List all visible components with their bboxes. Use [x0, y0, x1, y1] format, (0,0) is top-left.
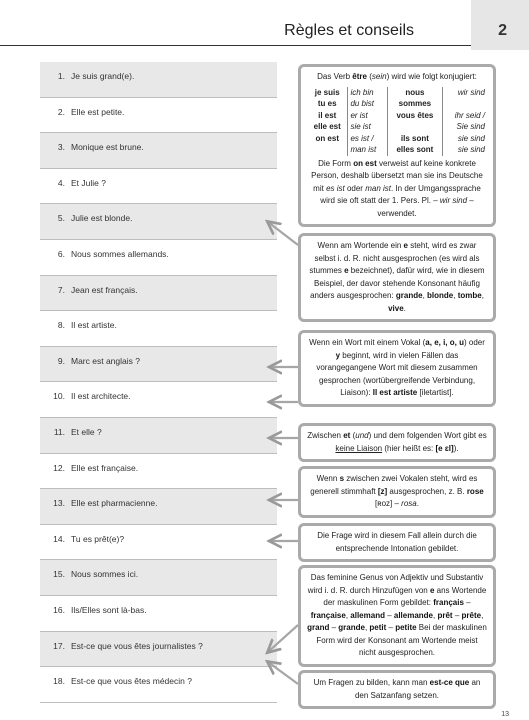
- sentence-number: 16.: [53, 604, 65, 615]
- conjugation-cell: vous êtes: [388, 110, 442, 122]
- sentence-text: Est-ce que vous êtes médecin ?: [71, 676, 192, 687]
- conjugation-cell: sommes: [388, 98, 442, 110]
- conjugation-cell: il est: [307, 110, 348, 122]
- sentence-number: 9.: [57, 355, 65, 366]
- rule-box-silent-e: Wenn am Wortende ein e steht, wird es zwar selbst i. d. R. nicht ausgesprochen (es wird als stummes e bezeichnet), dafür wird, wie in diesem Beispiel, der davor stehende Konsonant häufig anders ausgesprochen: grande, blonde, tombe, vive.: [298, 233, 496, 322]
- conjugation-cell: du bist: [348, 98, 388, 110]
- conjugation-cell: elle est: [307, 121, 348, 133]
- sentence-number: 15.: [53, 569, 65, 580]
- rule-box-liaison: Wenn ein Wort mit einem Vokal (a, e, i, o, u) oder y beginnt, wird in vielen Fällen das vorangegangene Wort mit diesem zusammen gesprochen (wortübergreifende Verbindung, Liaison): Il est artiste [iletartist].: [298, 330, 496, 407]
- conjugation-cell: ich bin: [348, 87, 388, 99]
- rule-box-no-liaison: Zwischen et (und) und dem folgenden Wort gibt es keine Liaison (hier heißt es: [e ɛl]).: [298, 423, 496, 462]
- sentence-number: 18.: [53, 676, 65, 687]
- chapter-number: 2: [498, 22, 507, 39]
- conjugation-note: Die Form on est verweist auf keine konkrete Person, deshalb übersetzt man sie ins Deutsche mit es ist oder man ist. In der Umgangssprache wird sie oft statt der 1. Pers. Pl. – wir sind – verwendet.: [311, 158, 483, 218]
- sentence-number: 1.: [57, 71, 65, 81]
- sentence-text: Jean est français.: [71, 284, 138, 295]
- sentence-text: Ils/Elles sont là-bas.: [71, 604, 147, 615]
- arrow-box2-to-row5: [268, 222, 298, 245]
- conjugation-cell: sie sind: [457, 133, 485, 143]
- conjugation-intro: Das Verb être (sein) wird wie folgt konjugiert:: [317, 72, 477, 81]
- sentence-text: Marc est anglais ?: [71, 355, 140, 366]
- conjugation-cell: wir sind: [457, 87, 485, 97]
- conjugation-cell: ils sont: [388, 133, 442, 145]
- sentence-text: Il est architecte.: [71, 391, 131, 402]
- conjugation-cell: er ist: [348, 110, 388, 122]
- sentence-number: 7.: [57, 284, 65, 295]
- page-number: 13: [501, 711, 509, 718]
- sentence-number: 11.: [53, 426, 65, 437]
- conjugation-cell: je suis: [307, 87, 348, 99]
- conjugation-cell: on est: [307, 133, 348, 145]
- sentence-text: Tu es prêt(e)?: [71, 533, 125, 544]
- page-title: Règles et conseils: [284, 22, 414, 39]
- conjugation-cell: Sie sind: [456, 122, 485, 131]
- conjugation-cell: tu es: [307, 98, 348, 110]
- sentence-number: 14.: [53, 533, 65, 544]
- sentence-text: Je suis grand(e).: [71, 71, 135, 81]
- sentence-text: Nous sommes allemands.: [71, 248, 169, 259]
- conjugation-cell: sie sind: [457, 145, 485, 154]
- conjugation-cell: man ist: [348, 144, 388, 156]
- sentence-number: 3.: [57, 142, 65, 153]
- rule-box-feminine-form: Das feminine Genus von Adjektiv und Substantiv wird i. d. R. durch Hinzufügen von e ans Wortende der maskulinen Form gebildet: français – française, allemand – allemande, prêt – prête, grand – grande, petit – petite Bei der maskulinen Form wird der Konsonant am Wortende meist nicht ausgesprochen.: [298, 565, 496, 667]
- rule-box-voiced-s: Wenn s zwischen zwei Vokalen steht, wird es generell stimmhaft [z] ausgesprochen, z. B. rose [ʀoz] – rosa.: [298, 466, 496, 518]
- conjugation-cell: elles sont: [388, 144, 442, 156]
- sentence-number: 12.: [53, 462, 65, 473]
- sentence-text: Elle est française.: [71, 462, 139, 473]
- conjugation-cell: ihr seid /: [454, 110, 485, 120]
- conjugation-cell: sie ist: [348, 121, 388, 133]
- sentence-number: 8.: [57, 320, 65, 331]
- sentence-number: 17.: [53, 640, 65, 651]
- sentence-text: Et elle ?: [71, 426, 102, 437]
- sentence-number: 13.: [53, 498, 65, 509]
- sentence-text: Nous sommes ici.: [71, 569, 139, 580]
- sentence-text: Et Julie ?: [71, 177, 106, 188]
- sentence-number: 2.: [57, 106, 65, 117]
- sentence-text: Il est artiste.: [71, 320, 117, 331]
- sentence-number: 5.: [57, 213, 65, 224]
- rule-box-intonation: Die Frage wird in diesem Fall allein durch die entsprechende Intonation gebildet.: [298, 523, 496, 562]
- rule-box-est-ce-que: Um Fragen zu bilden, kann man est-ce que an den Satzanfang setzen.: [298, 670, 496, 709]
- sentence-number: 6.: [57, 248, 65, 259]
- sentence-text: Julie est blonde.: [71, 213, 133, 224]
- sentence-text: Monique est brune.: [71, 142, 144, 153]
- conjugation-cell: nous: [388, 87, 442, 99]
- sentence-text: Elle est petite.: [71, 106, 125, 117]
- sentence-text: Elle est pharmacienne.: [71, 498, 158, 509]
- sentence-number: 4.: [57, 177, 65, 188]
- sentence-number: 10.: [53, 391, 65, 402]
- arrow-box7-to-row17: [268, 625, 298, 652]
- conjugation-cell: es ist /: [348, 133, 388, 145]
- sentence-text: Est-ce que vous êtes journalistes ?: [71, 640, 203, 651]
- arrow-box8-to-row18: [268, 662, 298, 684]
